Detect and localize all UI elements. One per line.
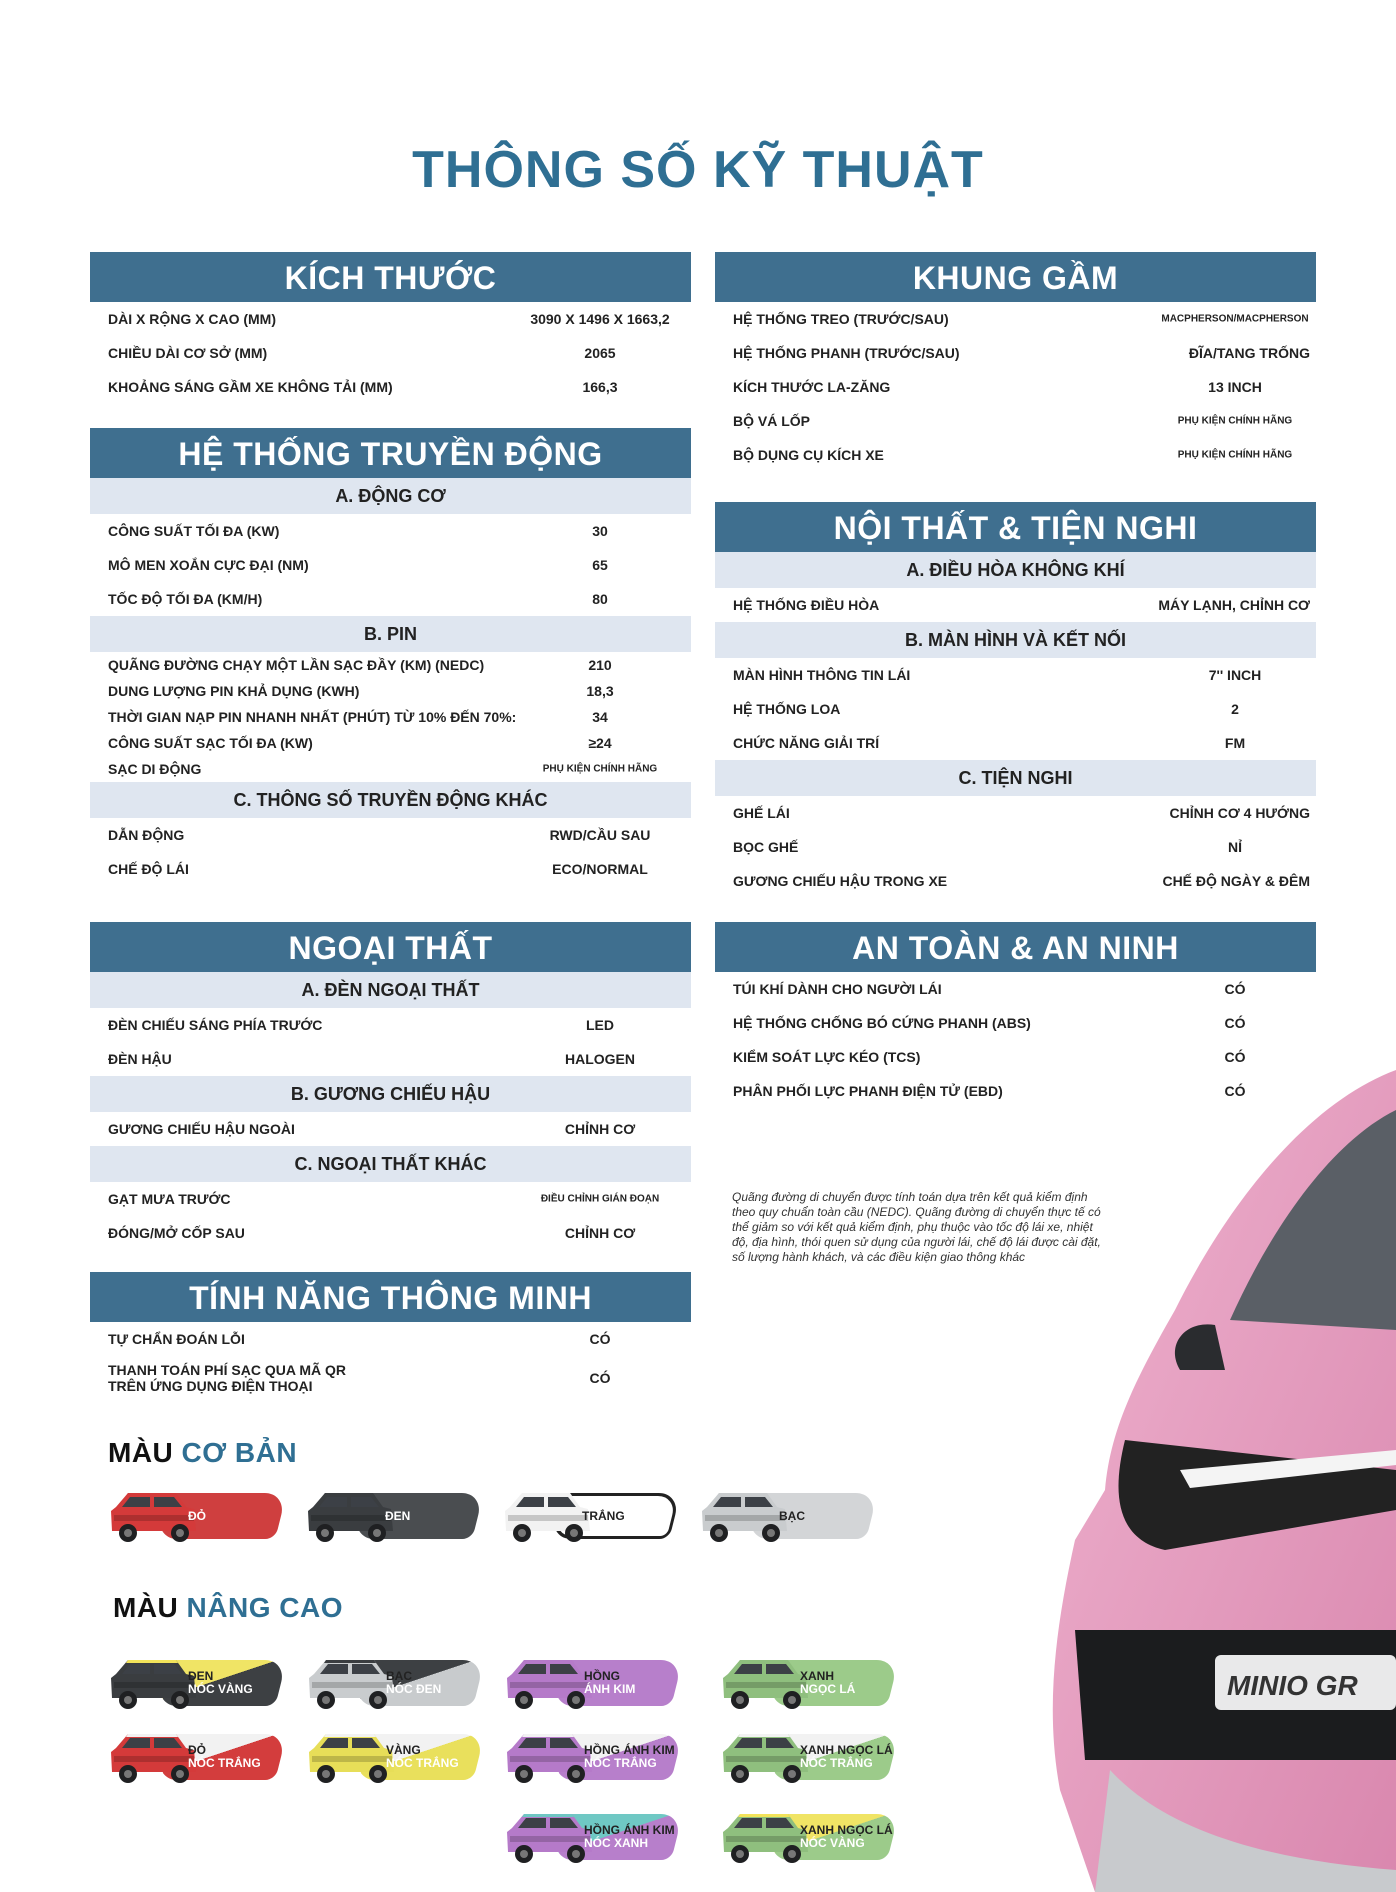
subsection-header: C. TIỆN NGHI	[715, 760, 1316, 796]
spec-row	[715, 796, 1316, 830]
section-noi-that	[715, 502, 1316, 898]
spec-label: GẠT MƯA TRƯỚC	[108, 1191, 231, 1207]
color-name: BẠC	[779, 1508, 805, 1523]
color-swatch	[304, 1726, 479, 1788]
car-thumbnail	[718, 1652, 813, 1714]
spec-label: GƯƠNG CHIẾU HẬU TRONG XE	[733, 873, 948, 889]
section-ngoai-that	[90, 922, 691, 1250]
spec-label: HỆ THỐNG PHANH (TRƯỚC/SAU)	[733, 345, 960, 361]
spec-label: DÀI X RỘNG X CAO (MM)	[108, 311, 276, 327]
color-swatch	[502, 1726, 677, 1788]
spec-row	[90, 1112, 691, 1146]
color-swatch	[106, 1652, 281, 1714]
spec-label: GƯƠNG CHIẾU HẬU NGOÀI	[108, 1121, 295, 1137]
spec-row	[90, 1356, 691, 1400]
spec-label: BỌC GHẾ	[733, 839, 799, 855]
spec-row	[715, 864, 1316, 898]
spec-row	[715, 404, 1316, 438]
section-header: AN TOÀN & AN NINH	[715, 922, 1316, 972]
spec-row	[715, 692, 1316, 726]
car-thumbnail	[502, 1806, 597, 1868]
spec-row	[90, 1216, 691, 1250]
section-header: KHUNG GẦM	[715, 252, 1316, 302]
section-khung-gam	[715, 252, 1316, 472]
spec-row	[90, 514, 691, 548]
color-name: ĐỎ NÓC TRẮNG	[188, 1743, 261, 1770]
spec-row	[90, 852, 691, 886]
spec-value: 166,3	[582, 379, 618, 395]
spec-label: CHỨC NĂNG GIẢI TRÍ	[733, 735, 880, 751]
subsection-header: A. ĐIỀU HÒA KHÔNG KHÍ	[715, 552, 1316, 588]
color-swatch	[718, 1652, 893, 1714]
spec-value: 13 INCH	[1208, 379, 1262, 395]
spec-row	[90, 548, 691, 582]
spec-row	[715, 370, 1316, 404]
spec-row	[90, 704, 691, 730]
spec-value: ECO/NORMAL	[552, 861, 648, 877]
spec-label: ĐÈN HẬU	[108, 1051, 172, 1067]
section-header: HỆ THỐNG TRUYỀN ĐỘNG	[90, 428, 691, 478]
spec-value: PHỤ KIỆN CHÍNH HÃNG	[1177, 449, 1293, 461]
color-swatch	[718, 1806, 893, 1868]
spec-row	[715, 658, 1316, 692]
spec-row	[715, 1006, 1316, 1040]
spec-row	[715, 726, 1316, 760]
spec-value: ĐĨA/TANG TRỐNG	[1188, 345, 1310, 361]
spec-label: MÔ MEN XOẮN CỰC ĐẠI (NM)	[108, 557, 309, 573]
section-truyen-dong	[90, 428, 691, 886]
spec-label: ĐÈN CHIẾU SÁNG PHÍA TRƯỚC	[108, 1017, 323, 1033]
spec-value: MACPHERSON/MACPHERSON	[1161, 313, 1309, 325]
section-header: KÍCH THƯỚC	[90, 252, 691, 302]
spec-label: KIỂM SOÁT LỰC KÉO (TCS)	[733, 1049, 921, 1065]
spec-value: 2065	[584, 345, 616, 361]
spec-label: PHÂN PHỐI LỰC PHANH ĐIỆN TỬ (EBD)	[733, 1083, 1003, 1099]
spec-value: CÓ	[589, 1331, 611, 1347]
color-name: BẠC NÓC ĐEN	[386, 1669, 442, 1696]
color-name: ĐỎ	[188, 1508, 206, 1523]
spec-row	[715, 830, 1316, 864]
subsection-header: B. GƯƠNG CHIẾU HẬU	[90, 1076, 691, 1112]
spec-row	[90, 1042, 691, 1076]
spec-label: CÔNG SUẤT TỐI ĐA (KW)	[108, 523, 280, 539]
advanced-colors-title: MÀU NÂNG CAO	[113, 1592, 343, 1623]
spec-label: THỜI GIAN NẠP PIN NHANH NHẤT (PHÚT) TỪ 10% ĐẾN 70%:	[108, 709, 517, 725]
spec-value: MÁY LẠNH, CHỈNH CƠ	[1158, 597, 1310, 613]
section-header: NỘI THẤT & TIỆN NGHI	[715, 502, 1316, 552]
color-name: VÀNG NÓC TRẮNG	[386, 1743, 459, 1770]
spec-row	[90, 370, 691, 404]
spec-row	[715, 1040, 1316, 1074]
subsection-header: A. ĐỘNG CƠ	[90, 478, 691, 514]
spec-label: GHẾ LÁI	[733, 805, 790, 821]
car-thumbnail	[304, 1726, 399, 1788]
spec-label: THANH TOÁN PHÍ SẠC QUA MÃ QR TRÊN ỨNG DỤNG ĐIỆN THOẠI	[108, 1362, 346, 1394]
spec-label: DẪN ĐỘNG	[108, 827, 185, 843]
spec-label: BỘ DỤNG CỤ KÍCH XE	[733, 447, 884, 463]
spec-row	[90, 1008, 691, 1042]
spec-value: 2	[1231, 701, 1239, 717]
color-swatch	[304, 1652, 479, 1714]
hero-car-badge: MINIO GR	[1227, 1670, 1358, 1701]
spec-row	[90, 756, 691, 782]
subsection-header: C. NGOẠI THẤT KHÁC	[90, 1146, 691, 1182]
spec-value: HALOGEN	[565, 1051, 635, 1067]
spec-row	[715, 438, 1316, 472]
color-name: HỒNG ÁNH KIM NÓC XANH	[584, 1823, 675, 1850]
spec-value: 7'' INCH	[1208, 667, 1262, 683]
subsection-header: C. THÔNG SỐ TRUYỀN ĐỘNG KHÁC	[90, 782, 691, 818]
spec-row	[90, 678, 691, 704]
spec-value: 3090 X 1496 X 1663,2	[530, 311, 670, 327]
spec-row	[90, 652, 691, 678]
spec-label: QUÃNG ĐƯỜNG CHẠY MỘT LẦN SẠC ĐẦY (KM) (NEDC)	[108, 657, 485, 673]
subsection-header: B. PIN	[90, 616, 691, 652]
spec-label: CÔNG SUẤT SẠC TỐI ĐA (KW)	[108, 735, 313, 751]
spec-value: NỈ	[1228, 839, 1242, 855]
spec-label: MÀN HÌNH THÔNG TIN LÁI	[733, 667, 911, 683]
color-name: XANH NGỌC LÁ NÓC VÀNG	[800, 1823, 893, 1850]
spec-value: 80	[592, 591, 608, 607]
spec-value: CÓ	[589, 1370, 611, 1386]
color-swatch	[718, 1726, 893, 1788]
car-thumbnail	[106, 1485, 201, 1547]
spec-value: RWD/CẦU SAU	[549, 827, 651, 843]
subsection-header: B. MÀN HÌNH VÀ KẾT NỐI	[715, 622, 1316, 658]
spec-row	[715, 336, 1316, 370]
color-swatch	[697, 1485, 872, 1547]
hero-car-image	[1015, 1070, 1396, 1892]
color-swatch	[303, 1485, 478, 1547]
spec-label: HỆ THỐNG ĐIỀU HÒA	[733, 597, 880, 613]
subsection-header: A. ĐÈN NGOẠI THẤT	[90, 972, 691, 1008]
car-thumbnail	[304, 1652, 399, 1714]
spec-value: CHỈNH CƠ	[564, 1225, 636, 1241]
page-title: THÔNG SỐ KỸ THUẬT	[412, 141, 984, 199]
color-name: XANH NGỌC LÁ NÓC TRẮNG	[800, 1743, 893, 1770]
car-thumbnail	[697, 1485, 792, 1547]
color-swatch	[502, 1652, 677, 1714]
spec-value: 18,3	[586, 683, 614, 699]
spec-value: 210	[588, 657, 612, 673]
spec-value: CÓ	[1224, 1049, 1246, 1065]
car-thumbnail	[502, 1652, 597, 1714]
spec-label: DUNG LƯỢNG PIN KHẢ DỤNG (KWH)	[108, 683, 360, 699]
spec-label: TỐC ĐỘ TỐI ĐA (KM/H)	[108, 591, 263, 607]
car-thumbnail	[502, 1726, 597, 1788]
spec-value: 34	[592, 709, 608, 725]
spec-value: 30	[592, 523, 608, 539]
spec-label: KHOẢNG SÁNG GẦM XE KHÔNG TẢI (MM)	[108, 379, 393, 395]
color-swatch	[500, 1485, 675, 1547]
spec-label: BỘ VÁ LỐP	[733, 413, 811, 429]
spec-value: CHỈNH CƠ	[564, 1121, 636, 1137]
spec-value: CHẾ ĐỘ NGÀY & ĐÊM	[1162, 873, 1310, 889]
spec-row	[90, 730, 691, 756]
color-swatch	[106, 1485, 281, 1547]
spec-row	[90, 302, 691, 336]
spec-label: TÚI KHÍ DÀNH CHO NGƯỜI LÁI	[733, 981, 942, 997]
spec-value: CÓ	[1224, 1015, 1246, 1031]
car-thumbnail	[106, 1652, 201, 1714]
spec-row	[715, 302, 1316, 336]
color-swatch	[106, 1726, 281, 1788]
spec-value: LED	[586, 1017, 614, 1033]
spec-row	[715, 588, 1316, 622]
spec-label: CHẾ ĐỘ LÁI	[108, 861, 189, 877]
spec-row	[90, 582, 691, 616]
color-name: HỒNG ÁNH KIM NÓC TRẮNG	[584, 1743, 675, 1770]
spec-value: ĐIỀU CHỈNH GIÁN ĐOẠN	[540, 1193, 660, 1205]
spec-label: KÍCH THƯỚC LA-ZĂNG	[733, 379, 891, 395]
basic-colors-title: MÀU CƠ BẢN	[108, 1437, 298, 1468]
footnote: Quãng đường di chuyển được tính toán dựa trên kết quả kiểm định theo quy chuẩn toàn cầu (NEDC). Quãng đường di chuyển thực tế có thể giảm so với kết quả kiểm định, phụ thuộc vào tốc độ lái xe, nhiệt độ, địa hình, thói quen sử dụng của người lái, chế độ lái được cài đặt, số lượng hành khách, và các điều kiện giao thông khác	[732, 1190, 1101, 1264]
color-name: HỒNG ÁNH KIM	[584, 1669, 636, 1696]
car-thumbnail	[303, 1485, 398, 1547]
color-swatch	[502, 1806, 677, 1868]
car-thumbnail	[718, 1806, 813, 1868]
spec-row	[90, 1322, 691, 1356]
color-name: XANH NGỌC LÁ	[800, 1669, 856, 1696]
spec-label: HỆ THỐNG TREO (TRƯỚC/SAU)	[733, 311, 949, 327]
spec-row	[715, 972, 1316, 1006]
spec-label: SẠC DI ĐỘNG	[108, 761, 202, 777]
spec-value: CÓ	[1224, 1083, 1246, 1099]
spec-label: ĐÓNG/MỞ CỐP SAU	[108, 1225, 245, 1241]
color-name: TRẮNG	[582, 1508, 625, 1523]
spec-value: CÓ	[1224, 981, 1246, 997]
spec-row	[90, 336, 691, 370]
car-thumbnail	[106, 1726, 201, 1788]
spec-value: 65	[592, 557, 608, 573]
spec-value: PHỤ KIỆN CHÍNH HÃNG	[542, 763, 658, 775]
color-name: ĐEN	[385, 1508, 411, 1523]
spec-label: HỆ THỐNG LOA	[733, 701, 841, 717]
spec-row	[90, 818, 691, 852]
car-thumbnail	[500, 1485, 595, 1547]
spec-value: FM	[1224, 735, 1246, 751]
spec-label: HỆ THỐNG CHỐNG BÓ CỨNG PHANH (ABS)	[733, 1015, 1031, 1031]
car-thumbnail	[718, 1726, 813, 1788]
color-name: ĐEN NÓC VÀNG	[188, 1669, 253, 1696]
spec-label: TỰ CHẨN ĐOÁN LỖI	[108, 1331, 245, 1347]
spec-value: PHỤ KIỆN CHÍNH HÃNG	[1177, 415, 1293, 427]
section-thong-minh	[90, 1272, 691, 1400]
spec-value: CHỈNH CƠ 4 HƯỚNG	[1169, 805, 1310, 821]
section-header: TÍNH NĂNG THÔNG MINH	[90, 1272, 691, 1322]
section-header: NGOẠI THẤT	[90, 922, 691, 972]
spec-value: ≥24	[588, 735, 612, 751]
section-kich-thuoc	[90, 252, 691, 404]
spec-row	[90, 1182, 691, 1216]
spec-label: CHIỀU DÀI CƠ SỞ (MM)	[108, 345, 268, 361]
